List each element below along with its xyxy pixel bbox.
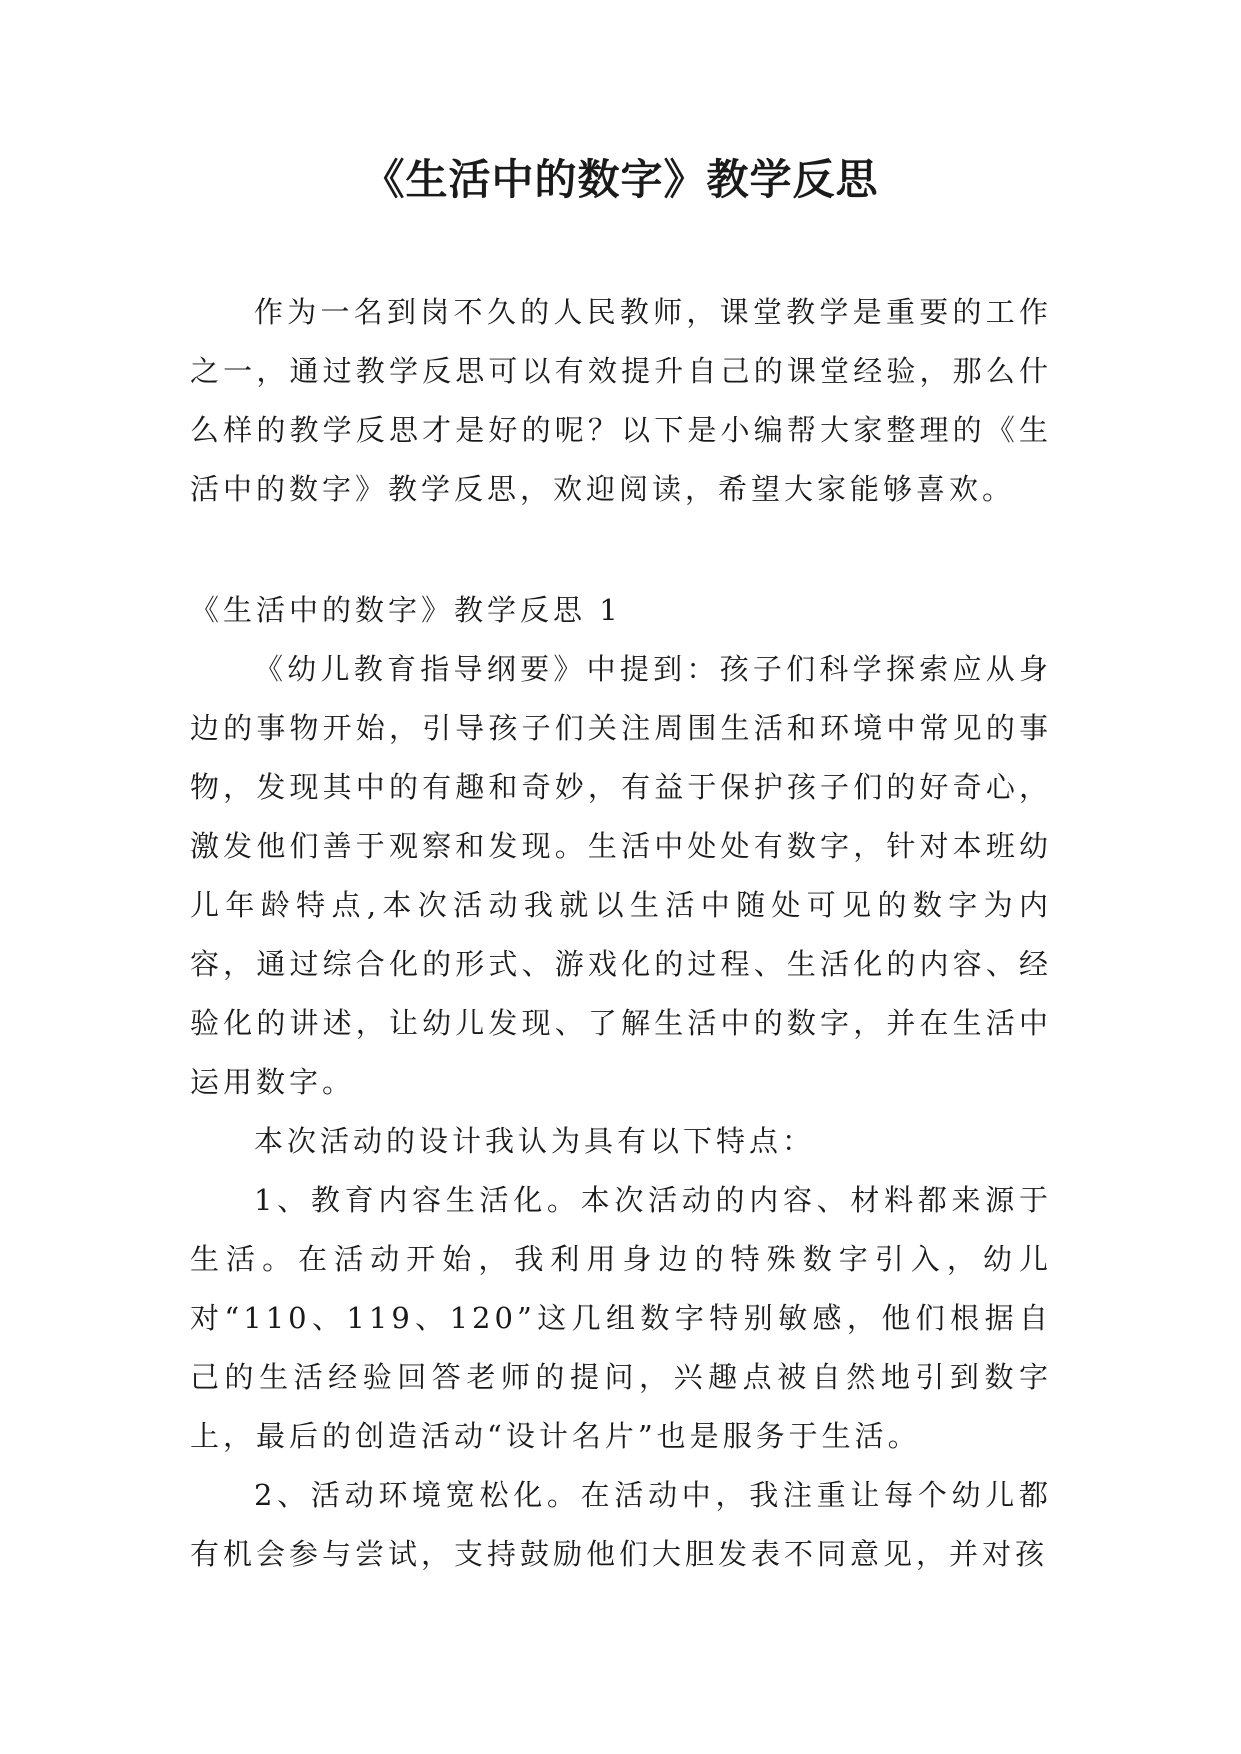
body-paragraph: 2、活动环境宽松化。在活动中，我注重让每个幼儿都有机会参与尝试，支持鼓励他们大胆发表不同意见，并对孩 — [190, 1478, 1052, 1571]
intro-paragraph: 作为一名到岗不久的人民教师，课堂教学是重要的工作之一，通过教学反思可以有效提升自己的课堂经验，那么什么样的教学反思才是好的呢？以下是小编帮大家整理的《生活中的数字》教学反思，欢迎阅读，希望大家能够喜欢。 — [190, 295, 1052, 506]
body-paragraph: 《幼儿教育指导纲要》中提到：孩子们科学探索应从身边的事物开始，引导孩子们关注周围生活和环境中常见的事物，发现其中的有趣和奇妙，有益于保护孩子们的好奇心，激发他们善于观察和发现。生活中处处有数字，针对本班幼儿年龄特点,本次活动我就以生活中随处可见的数字为内容，通过综合化的形式、游戏化的过程、生活化的内容、经验化的讲述，让幼儿发现、了解生活中的数字，并在生活中运用数字。 — [190, 652, 1052, 1099]
body-paragraph: 本次活动的设计我认为具有以下特点： — [254, 1124, 816, 1158]
section-body — [190, 640, 1052, 1584]
body-paragraph: 1、教育内容生活化。本次活动的内容、材料都来源于生活。在活动开始，我利用身边的特殊数字引入，幼儿对“110、119、120”这几组数字特别敏感，他们根据自己的生活经验回答老师的提问，兴趣点被自然地引到数字上，最后的创造活动“设计名片”也是服务于生活。 — [190, 1183, 1052, 1453]
section-heading: 《生活中的数字》教学反思 1 — [190, 593, 622, 627]
document-title: 《生活中的数字》教学反思 — [362, 155, 879, 204]
